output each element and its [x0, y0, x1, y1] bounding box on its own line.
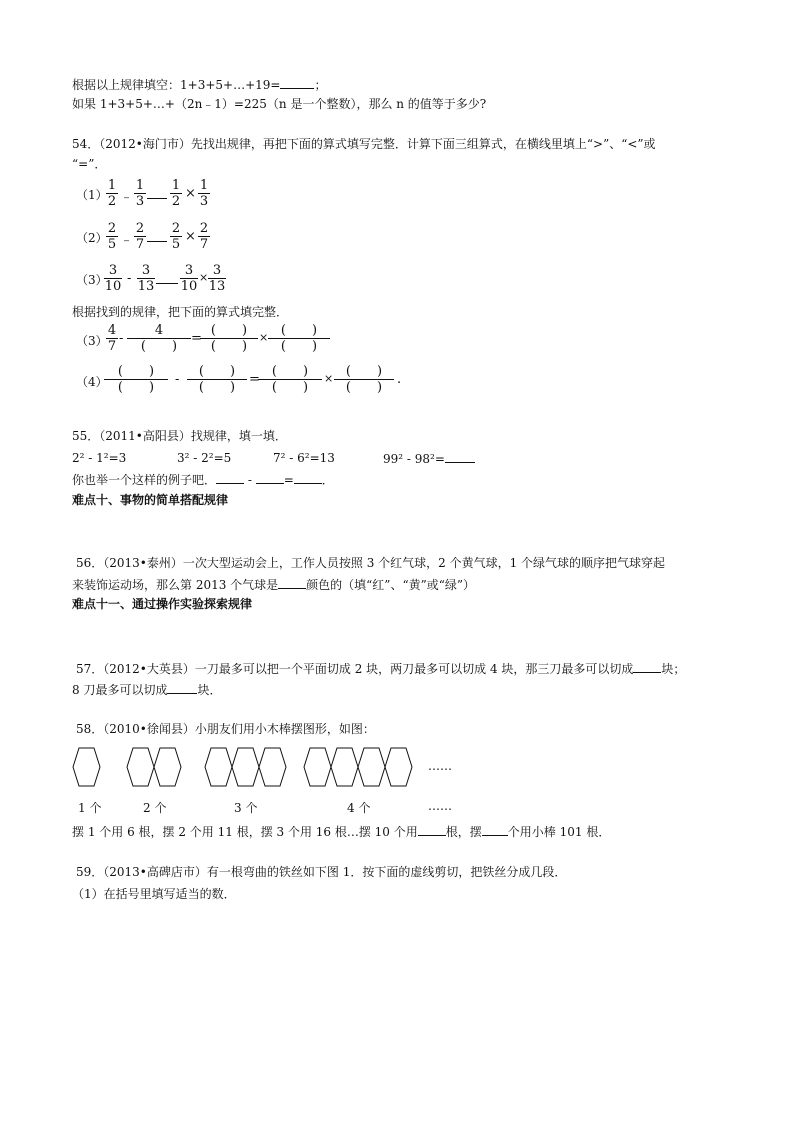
equals-sign: = — [191, 331, 202, 346]
ellipsis-label: …… — [428, 799, 452, 813]
ellipsis-figure: …… — [428, 759, 452, 773]
count-label: 2 个 — [143, 801, 167, 815]
fraction[interactable]: ( ) ( ) — [334, 364, 394, 396]
hexagon — [154, 748, 181, 786]
fraction: $\frac{3}{10}$ — [180, 263, 198, 294]
q56-line1: 56．（2013•泰州）一次大型运动会上，工作人员按照 3 个红气球，2 个黄气球，1 个绿气球的顺序把气球穿起 — [76, 556, 666, 570]
hexagon — [259, 748, 286, 786]
hexagon — [385, 748, 412, 786]
fraction[interactable]: ( ) ( ) — [268, 323, 330, 355]
fraction[interactable]: 4 ( ) — [127, 323, 191, 355]
q55-title: 55．（2011•高阳县）找规律，填一填． — [72, 429, 287, 443]
hexagon — [331, 748, 358, 786]
equals-sign: = — [249, 372, 260, 387]
minus-sign: ﹣ — [120, 233, 134, 248]
fraction: $\frac{2}{7}$ — [199, 221, 209, 252]
times-sign: × — [185, 229, 196, 244]
fraction: $\frac{2}{7}$ — [135, 221, 145, 252]
fraction[interactable]: ( ) ( ) — [104, 364, 168, 396]
q54-line1: 54．（2012•海门市）先找出规律，再把下面的算式填写完整．计算下面三组算式，在横线里填上“>”、“<”或 — [72, 137, 656, 151]
q55-example-1: 2² - 1²=3 — [72, 451, 127, 465]
q54-fill3-label: （3） — [76, 334, 108, 348]
q54-row2-label: （2） — [76, 231, 108, 245]
fraction[interactable]: ( ) ( ) — [200, 323, 258, 355]
hexagon — [205, 748, 232, 786]
q55-question: 99² - 98²= — [383, 450, 475, 467]
minus-sign: ﹣ — [120, 190, 134, 205]
fraction: $\frac{2}{5}$ — [171, 221, 181, 252]
hexagon — [73, 748, 100, 786]
count-label: 3 个 — [234, 801, 258, 815]
fraction: $\frac{3}{13}$ — [137, 263, 155, 294]
hexagon — [127, 748, 154, 786]
question-n-line: 如果 1+3+5+…+（2n﹣1）=225（n 是一个整数），那么 n 的值等于多少? — [72, 97, 487, 111]
answer-blank[interactable] — [482, 823, 508, 836]
q55-example-3: 7² - 6²=13 — [273, 451, 335, 465]
q54-fill4-label: （4） — [76, 375, 108, 389]
hexagon — [304, 748, 331, 786]
fraction: $\frac{4}{7}$ — [107, 323, 117, 354]
fraction: $\frac{1}{2}$ — [171, 178, 181, 209]
fraction: $\frac{3}{13}$ — [208, 263, 226, 294]
times-sign: × — [199, 271, 209, 284]
q55-example-2: 3² - 2²=5 — [177, 451, 232, 465]
period: . — [397, 372, 402, 387]
q54-line2: “=”． — [72, 157, 107, 171]
fraction[interactable]: ( ) ( ) — [187, 364, 247, 396]
fraction: $\frac{1}{3}$ — [199, 178, 209, 209]
times-sign: × — [259, 331, 269, 344]
minus-sign: - — [175, 372, 180, 387]
q59-line2: （1）在括号里填写适当的数． — [72, 887, 236, 901]
minus-sign: - — [119, 331, 124, 346]
fraction: $\frac{1}{2}$ — [107, 178, 117, 209]
section-heading-10: 难点十、事物的简单搭配规律 — [72, 493, 229, 507]
count-label: 4 个 — [347, 801, 371, 815]
q57-line1: 57．（2012•大英县）一刀最多可以把一个平面切成 2 块，两刀最多可以切成 4 块，那三刀最多可以切成 块； — [76, 662, 686, 676]
q59-line1: 59．（2013•高碑店市）有一根弯曲的铁丝如下图 1．按下面的虚线剪切，把铁丝分成几段． — [76, 865, 567, 879]
q58-summary: 摆 1 个用 6 根，摆 2 个用 11 根，摆 3 个用 16 根…摆 10 个用 根，摆 个用小棒 101 根． — [72, 825, 611, 839]
rule-fill-line: 根据以上规律填空：1+3+5+…+19= ； — [72, 78, 327, 92]
times-sign: × — [185, 186, 196, 201]
count-label: 1 个 — [78, 801, 102, 815]
q58-title: 58．（2010•徐闻县）小朋友们用小木棒摆图形，如图： — [76, 722, 375, 736]
hexagon — [358, 748, 385, 786]
fraction[interactable]: ( ) ( ) — [258, 364, 322, 396]
minus-sign: - — [127, 271, 132, 286]
q54-row1-label: （1） — [76, 188, 108, 202]
q54-complete-instruction: 根据找到的规律，把下面的算式填完整． — [72, 305, 289, 319]
q56-line2: 来装饰运动场，那么第 2013 个气球是 颜色的（填“红”、“黄”或“绿”） — [72, 578, 475, 592]
hexagon — [232, 748, 259, 786]
q55-own-example: 你也举一个这样的例子吧． - = ． — [72, 473, 334, 487]
fraction: $\frac{1}{3}$ — [135, 178, 145, 209]
fraction: $\frac{3}{10}$ — [104, 263, 122, 294]
section-heading-11: 难点十一、通过操作实验探索规律 — [72, 597, 253, 611]
times-sign: × — [324, 372, 334, 385]
q54-row3-label: （3） — [76, 273, 108, 287]
q57-line2: 8 刀最多可以切成 块． — [72, 683, 222, 697]
answer-blank[interactable] — [418, 823, 446, 836]
fraction: $\frac{2}{5}$ — [107, 221, 117, 252]
